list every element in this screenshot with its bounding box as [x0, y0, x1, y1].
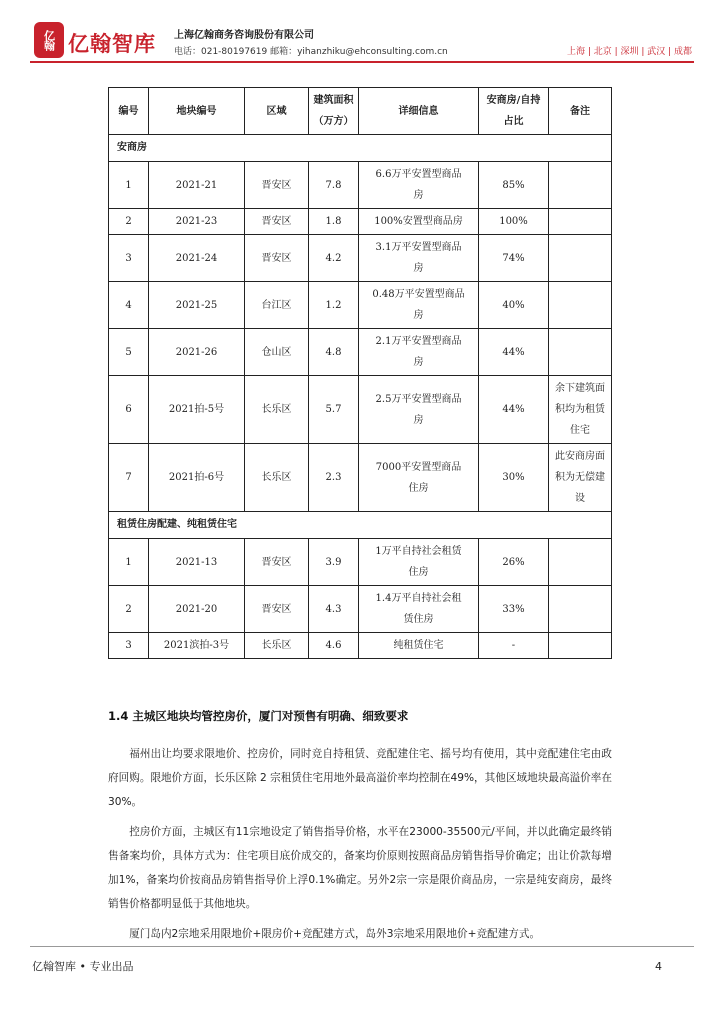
section-title: 租赁住房配建、纯租赁住宅 [109, 512, 612, 539]
cell-ratio: 26% [479, 539, 549, 586]
section-row [109, 512, 612, 539]
table-row [109, 329, 612, 376]
cell-area: 4.2 [309, 235, 359, 282]
cell-id: 3 [109, 633, 149, 659]
cell-area: 4.6 [309, 633, 359, 659]
cell-detail [359, 376, 479, 444]
detail-text: 纯租赁住宅 [393, 640, 444, 651]
cell-area: 4.3 [309, 586, 359, 633]
cell-detail [359, 539, 479, 586]
cell-ratio: 33% [479, 586, 549, 633]
cell-detail [359, 444, 479, 512]
col-header-area: 建筑面积（万方） [309, 88, 359, 135]
cell-area: 4.8 [309, 329, 359, 376]
cell-parcel: 2021-20 [149, 586, 245, 633]
logo-text: 亿翰智库 [68, 32, 156, 56]
cell-area: 2.3 [309, 444, 359, 512]
cell-id: 6 [109, 376, 149, 444]
cell-parcel: 2021拍-6号 [149, 444, 245, 512]
cell-id: 1 [109, 162, 149, 209]
cell-district: 长乐区 [245, 633, 309, 659]
cell-area: 7.8 [309, 162, 359, 209]
cell-district: 长乐区 [245, 444, 309, 512]
cell-district: 台江区 [245, 282, 309, 329]
cell-ratio: 74% [479, 235, 549, 282]
detail-text: 3.1万平安置型商品房 [375, 242, 462, 274]
cell-parcel: 2021拍-5号 [149, 376, 245, 444]
cell-id: 5 [109, 329, 149, 376]
cell-parcel: 2021-24 [149, 235, 245, 282]
cell-remark [549, 329, 612, 376]
cell-detail [359, 633, 479, 659]
detail-text: 100%安置型商品房 [374, 216, 463, 227]
cell-detail [359, 329, 479, 376]
detail-text: 6.6万平安置型商品房 [375, 169, 462, 201]
cell-remark [549, 209, 612, 235]
cell-ratio: 85% [479, 162, 549, 209]
cell-id: 3 [109, 235, 149, 282]
footer-divider [30, 946, 694, 947]
cell-area: 1.2 [309, 282, 359, 329]
footer-brand: 亿翰智库 • 专业出品 [32, 960, 134, 973]
cell-district: 晋安区 [245, 162, 309, 209]
col-header-id: 编号 [109, 88, 149, 135]
cell-detail [359, 586, 479, 633]
cell-detail [359, 282, 479, 329]
cell-district: 晋安区 [245, 235, 309, 282]
cell-district: 仓山区 [245, 329, 309, 376]
cell-remark: 余下建筑面积均为租赁住宅 [549, 376, 612, 444]
cell-remark [549, 633, 612, 659]
cell-area: 1.8 [309, 209, 359, 235]
cell-district: 晋安区 [245, 209, 309, 235]
cell-remark [549, 162, 612, 209]
cell-ratio: 44% [479, 329, 549, 376]
cell-remark [549, 235, 612, 282]
detail-text: 7000平安置型商品住房 [375, 461, 462, 494]
detail-text: 2.1万平安置型商品房 [375, 336, 462, 368]
land-parcel-table [108, 87, 612, 659]
cell-parcel: 2021-23 [149, 209, 245, 235]
section-row [109, 135, 612, 162]
page-number: 4 [655, 960, 662, 973]
cell-id: 7 [109, 444, 149, 512]
cell-area: 5.7 [309, 376, 359, 444]
col-header-detail: 详细信息 [359, 88, 479, 135]
cell-ratio: 100% [479, 209, 549, 235]
table-row [109, 209, 612, 235]
cell-remark [549, 539, 612, 586]
paragraph: 厦门岛内2宗地采用限地价+限房价+竞配建方式，岛外3宗地采用限地价+竞配建方式。 [129, 928, 541, 940]
cell-remark: 此安商房面积为无偿建设 [549, 444, 612, 512]
cell-id: 2 [109, 586, 149, 633]
cell-id: 1 [109, 539, 149, 586]
cell-parcel: 2021-26 [149, 329, 245, 376]
header-divider [30, 61, 694, 63]
table-row [109, 162, 612, 209]
table-header-row [109, 88, 612, 135]
cell-detail [359, 209, 479, 235]
col-header-district: 区域 [245, 88, 309, 135]
cell-remark [549, 282, 612, 329]
cell-remark [549, 586, 612, 633]
cell-detail [359, 235, 479, 282]
logo-icon: 亿翰 [34, 22, 64, 58]
office-cities: 上海 | 北京 | 深圳 | 武汉 | 成都 [566, 47, 692, 57]
cell-parcel: 2021-25 [149, 282, 245, 329]
paragraph: 控房价方面，主城区有11宗地设定了销售指导价格，水平在23000-35500元/平间，并以此确定最终销售备案均价，具体方式为：住宅项目底价成交的，备案均价原则按照商品房销售指导价确定；出让价款每增加1%，备案均价按商品房销售指导价上浮0.1%确定。另外2宗一宗是限价商品房，一宗是纯安商房，最终销售价格都明显低于其他地块。 [108, 826, 612, 910]
cell-ratio: 44% [479, 376, 549, 444]
col-header-parcel: 地块编号 [149, 88, 245, 135]
detail-text: 2.5万平安置型商品房 [375, 393, 462, 426]
paragraph: 福州出让均要求限地价、控房价，同时竞自持租赁、竞配建住宅、摇号均有使用，其中竞配建住宅由政府回购。限地价方面，长乐区除 2 宗租赁住宅用地外最高溢价率均控制在49%，其他区域地块最高溢价率在30%。 [108, 748, 612, 808]
section-title: 安商房 [109, 135, 612, 162]
cell-ratio: 40% [479, 282, 549, 329]
contact-info: 电话：021-80197619 邮箱：yihanzhiku@ehconsulting.com.cn [174, 47, 448, 57]
cell-parcel: 2021-21 [149, 162, 245, 209]
detail-text: 1万平自持社会租赁住房 [375, 546, 462, 578]
cell-parcel: 2021滨拍-3号 [149, 633, 245, 659]
detail-text: 0.48万平安置型商品房 [372, 289, 465, 321]
table-row [109, 376, 612, 444]
page-header [0, 0, 724, 66]
cell-id: 2 [109, 209, 149, 235]
table-row [109, 539, 612, 586]
cell-id: 4 [109, 282, 149, 329]
col-header-remark: 备注 [549, 88, 612, 135]
cell-district: 晋安区 [245, 586, 309, 633]
table-row [109, 235, 612, 282]
cell-ratio: 30% [479, 444, 549, 512]
company-name: 上海亿翰商务咨询股份有限公司 [174, 30, 314, 41]
cell-district: 长乐区 [245, 376, 309, 444]
cell-district: 晋安区 [245, 539, 309, 586]
cell-parcel: 2021-13 [149, 539, 245, 586]
cell-ratio: - [479, 633, 549, 659]
cell-detail [359, 162, 479, 209]
table-row [109, 444, 612, 512]
detail-text: 1.4万平自持社会租赁住房 [375, 593, 462, 625]
body-text [108, 742, 612, 952]
col-header-ratio: 安商房/自持占比 [479, 88, 549, 135]
section-heading: 1.4 主城区地块均管控房价，厦门对预售有明确、细致要求 [108, 709, 409, 723]
table-row [109, 586, 612, 633]
table-row [109, 633, 612, 659]
table-row [109, 282, 612, 329]
cell-area: 3.9 [309, 539, 359, 586]
